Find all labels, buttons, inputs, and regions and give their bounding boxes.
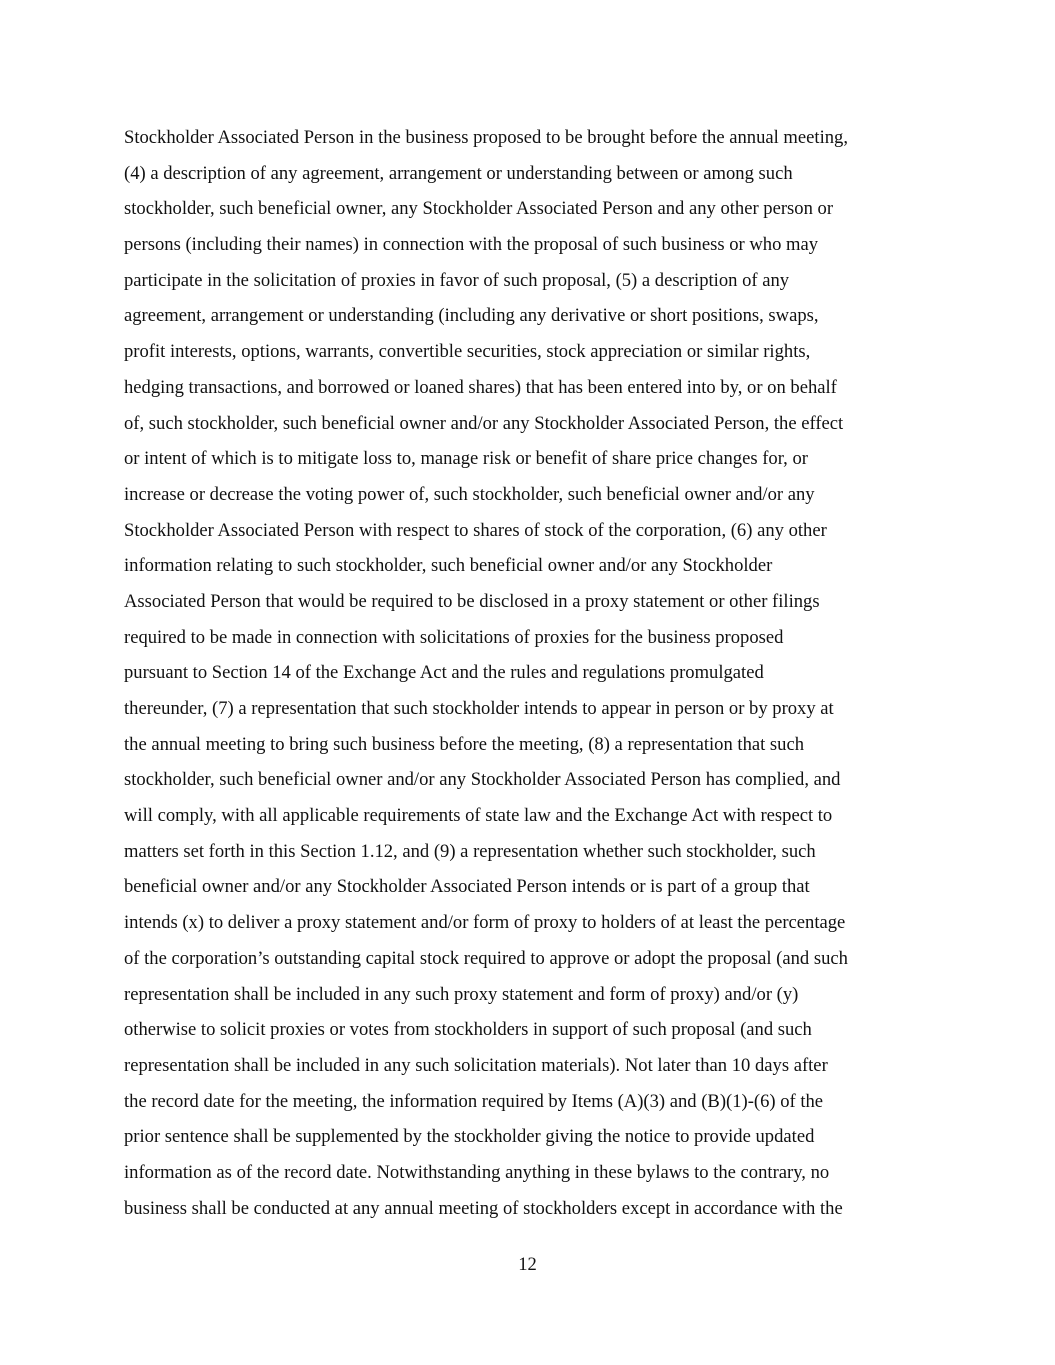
text-line: participate in the solicitation of proxies in favor of such proposal, (5) a description of any (124, 269, 790, 291)
text-line: required to be made in connection with solicitations of proxies for the business proposed (124, 626, 784, 648)
text-line: information as of the record date. Notwithstanding anything in these bylaws to the contrary, no (124, 1161, 830, 1183)
text-line: matters set forth in this Section 1.12, and (9) a representation whether such stockholder, such (124, 840, 816, 862)
text-line: persons (including their names) in connection with the proposal of such business or who may (124, 234, 819, 256)
text-line: stockholder, such beneficial owner and/or any Stockholder Associated Person has complied, and (124, 769, 841, 791)
text-line: intends (x) to deliver a proxy statement and/or form of proxy to holders of at least the percentage (124, 912, 846, 934)
text-line: business shall be conducted at any annual meeting of stockholders except in accordance with the (124, 1197, 843, 1219)
text-line: Associated Person that would be required to be disclosed in a proxy statement or other filings (124, 590, 820, 612)
text-line: hedging transactions, and borrowed or loaned shares) that has been entered into by, or on behalf (124, 376, 837, 398)
text-line: Stockholder Associated Person in the business proposed to be brought before the annual meeting, (124, 127, 848, 148)
text-line: beneficial owner and/or any Stockholder Associated Person intends or is part of a group that (124, 876, 810, 898)
body-paragraph (124, 120, 936, 1226)
text-line: or intent of which is to mitigate loss to, manage risk or benefit of share price changes for, or (124, 448, 808, 470)
text-line: of the corporation’s outstanding capital stock required to approve or adopt the proposal (and such (124, 947, 848, 969)
text-line: stockholder, such beneficial owner, any Stockholder Associated Person and any other person or (124, 198, 834, 220)
text-line: information relating to such stockholder, such beneficial owner and/or any Stockholder (124, 555, 773, 577)
text-line: agreement, arrangement or understanding (including any derivative or short positions, swaps, (124, 305, 819, 327)
text-line: profit interests, options, warrants, convertible securities, stock appreciation or similar rights, (124, 341, 811, 363)
text-line: prior sentence shall be supplemented by the stockholder giving the notice to provide updated (124, 1126, 815, 1148)
text-line: Stockholder Associated Person with respect to shares of stock of the corporation, (6) any other (124, 519, 827, 541)
text-line: of, such stockholder, such beneficial owner and/or any Stockholder Associated Person, the effect (124, 412, 844, 434)
text-line: (4) a description of any agreement, arrangement or understanding between or among such (124, 162, 793, 184)
text-line: increase or decrease the voting power of, such stockholder, such beneficial owner and/or any (124, 483, 815, 505)
text-line: thereunder, (7) a representation that such stockholder intends to appear in person or by proxy at (124, 698, 834, 719)
text-line: the record date for the meeting, the information required by Items (A)(3) and (B)(1)-(6) of the (124, 1090, 824, 1112)
text-line: the annual meeting to bring such business before the meeting, (8) a representation that such (124, 733, 805, 755)
text-line: pursuant to Section 14 of the Exchange Act and the rules and regulations promulgated (124, 662, 764, 684)
text-line: representation shall be included in any such proxy statement and form of proxy) and/or (y) (124, 983, 799, 1005)
page-number: 12 (518, 1254, 537, 1275)
text-line: representation shall be included in any such solicitation materials). Not later than 10 days after (124, 1054, 828, 1076)
text-line: will comply, with all applicable requirements of state law and the Exchange Act with respect to (124, 805, 833, 827)
text-line: otherwise to solicit proxies or votes from stockholders in support of such proposal (and such (124, 1019, 812, 1041)
